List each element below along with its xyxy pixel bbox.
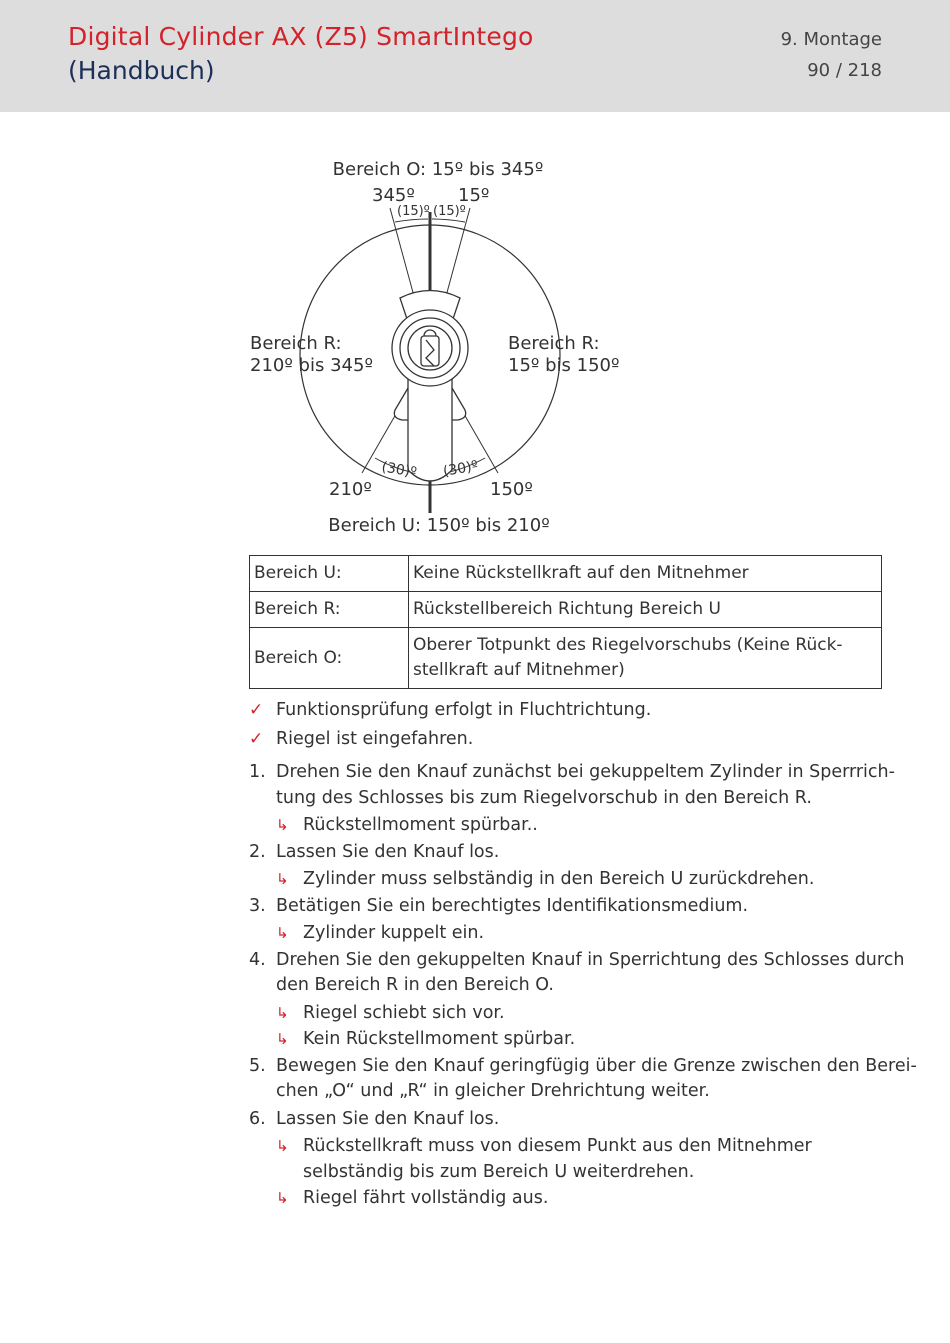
label-150: 150º: [490, 479, 533, 500]
step-item: [249, 760, 895, 811]
range-key-cell: Bereich O:: [250, 628, 409, 689]
description-line: Rückstellbereich Richtung Bereich U: [413, 599, 721, 619]
step-result: [249, 921, 889, 947]
step-result: [249, 1001, 889, 1027]
step-result: [249, 867, 889, 893]
arc-top-left: [395, 219, 428, 222]
step-number: 1.: [249, 762, 266, 782]
result-arrow-icon: ↳: [276, 1030, 289, 1048]
step-text-line: Betätigen Sie ein berechtigtes Identifikationsmedium.: [276, 895, 749, 916]
label-345: 345º: [372, 185, 415, 206]
label-30-left: (30)º: [380, 459, 418, 482]
document-subtitle: (Handbuch): [68, 56, 215, 85]
range-key-cell: Bereich R:: [250, 592, 409, 628]
table-row: [250, 628, 882, 689]
label-15: 15º: [458, 185, 490, 206]
result-text-line: selbständig bis zum Bereich U weiterdrehen.: [303, 1161, 695, 1182]
step-text-line: tung des Schlosses bis zum Riegelvorschub in den Bereich R.: [276, 787, 812, 808]
step-text-line: Drehen Sie den gekuppelten Knauf in Sperrichtung des Schlosses durch: [276, 949, 905, 970]
step-item: [249, 1054, 917, 1105]
page-header: [0, 0, 950, 112]
result-arrow-icon: ↳: [276, 924, 289, 942]
label-30-right: (30)º: [441, 458, 480, 480]
result-text-line: Riegel schiebt sich vor.: [303, 1002, 505, 1023]
result-arrow-icon: ↳: [276, 870, 289, 888]
precondition-text: Funktionsprüfung erfolgt in Fluchtrichtung.: [276, 700, 652, 720]
step-result: [249, 1134, 889, 1185]
result-arrow-icon: ↳: [276, 1003, 289, 1022]
range-description-cell: [409, 628, 882, 689]
label-range-r-right-1: Bereich R:: [508, 333, 600, 354]
precondition-text: Riegel ist eingefahren.: [276, 729, 474, 749]
table-row: [250, 592, 882, 628]
step-item: [249, 1107, 889, 1133]
precondition-item: [249, 697, 889, 726]
range-table: [249, 555, 882, 689]
description-line: Oberer Totpunkt des Riegelvorschubs (Keine Rück-: [413, 635, 843, 655]
step-text-line: Lassen Sie den Knauf los.: [276, 1108, 500, 1129]
precondition-item: [249, 726, 889, 755]
step-number: 5.: [249, 1055, 266, 1076]
result-text-line: Rückstellkraft muss von diesem Punkt aus den Mitnehmer: [303, 1136, 812, 1156]
label-range-r-left-1: Bereich R:: [250, 333, 342, 354]
result-text-line: Zylinder kuppelt ein.: [303, 923, 485, 943]
chapter-label: 9. Montage: [780, 29, 882, 50]
checkmark-icon: ✓: [249, 729, 264, 749]
page-number: 90 / 218: [807, 60, 882, 81]
precondition-list: [249, 697, 889, 755]
label-range-r-left-2: 210º bis 345º: [250, 355, 373, 376]
result-text-line: Zylinder muss selbständig in den Bereich U zurückdrehen.: [303, 869, 815, 889]
arc-top-right: [432, 219, 465, 222]
result-arrow-icon: ↳: [276, 1137, 289, 1155]
rotation-range-diagram: [240, 150, 640, 550]
label-range-o: Bereich O: 15º bis 345º: [332, 159, 544, 180]
description-line: Keine Rückstellkraft auf den Mitnehmer: [413, 563, 749, 583]
label-15-right: (15)º: [433, 204, 466, 219]
step-item: [249, 894, 889, 920]
step-number: 4.: [249, 949, 266, 970]
step-result: [249, 1027, 889, 1053]
step-number: 6.: [249, 1108, 266, 1129]
label-range-r-right-2: 15º bis 150º: [508, 355, 620, 376]
step-text-line: Drehen Sie den Knauf zunächst bei gekuppeltem Zylinder in Sperrrich-: [276, 762, 895, 782]
step-number: 3.: [249, 895, 266, 916]
procedure-steps: [249, 760, 917, 1213]
result-text-line: Rückstellmoment spürbar..: [303, 815, 538, 835]
range-description-cell: [409, 592, 882, 628]
step-result: [249, 813, 889, 839]
table-row: [250, 556, 882, 592]
cylinder-knob-drawing: [392, 291, 468, 482]
checkmark-icon: ✓: [249, 700, 264, 720]
result-text-line: Kein Rückstellmoment spürbar.: [303, 1029, 576, 1049]
label-210: 210º: [329, 479, 372, 500]
document-title: Digital Cylinder AX (Z5) SmartIntego: [68, 22, 534, 51]
step-text-line: Bewegen Sie den Knauf geringfügig über die Grenze zwischen den Berei-: [276, 1055, 917, 1076]
step-result: [249, 1186, 889, 1212]
step-text-line: den Bereich R in den Bereich O.: [276, 975, 554, 995]
range-key-cell: Bereich U:: [250, 556, 409, 592]
range-description-cell: [409, 556, 882, 592]
step-item: [249, 840, 889, 866]
step-number: 2.: [249, 841, 266, 862]
result-text-line: Riegel fährt vollständig aus.: [303, 1188, 549, 1208]
step-item: [249, 948, 905, 999]
step-text-line: chen „O“ und „R“ in gleicher Drehrichtung weiter.: [276, 1081, 710, 1101]
result-arrow-icon: ↳: [276, 816, 289, 834]
result-arrow-icon: ↳: [276, 1189, 289, 1207]
label-15-left: (15)º: [397, 204, 430, 219]
step-text-line: Lassen Sie den Knauf los.: [276, 841, 500, 862]
label-range-u: Bereich U: 150º bis 210º: [328, 515, 550, 536]
description-line: stellkraft auf Mitnehmer): [413, 660, 625, 680]
